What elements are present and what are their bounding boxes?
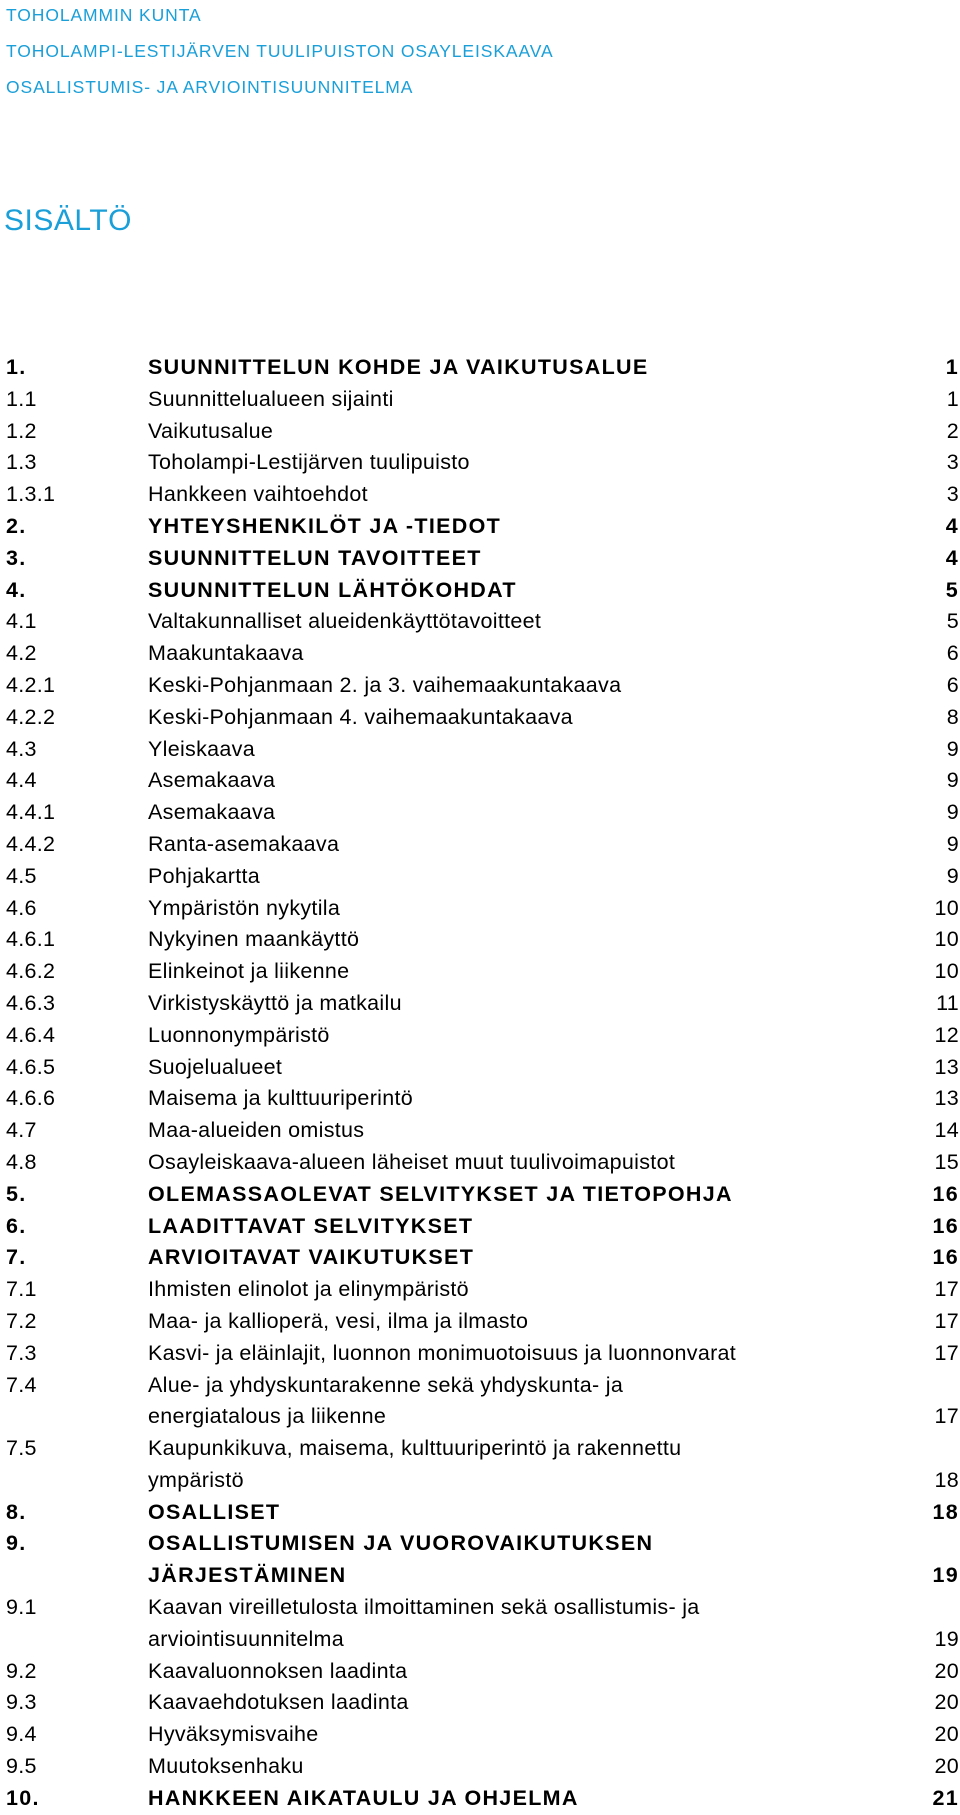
toc-entry[interactable] <box>6 1433 959 1497</box>
toc-entry-number: 3. <box>6 545 27 570</box>
toc-entry[interactable] <box>6 1592 959 1656</box>
toc-entry[interactable] <box>6 1020 959 1052</box>
toc-entry-page-number: 17 <box>934 1340 959 1365</box>
toc-entry-title: Ranta-asemakaava <box>148 831 340 856</box>
toc-entry-page-number: 19 <box>932 1563 959 1588</box>
toc-entry-page-number: 16 <box>932 1245 959 1270</box>
toc-entry-title: ARVIOITAVAT VAIKUTUKSET <box>148 1245 475 1270</box>
toc-entry-number: 2. <box>6 513 27 538</box>
toc-entry-page-number: 11 <box>936 990 959 1015</box>
toc-entry-title: SUUNNITTELUN KOHDE JA VAIKUTUSALUE <box>148 355 649 379</box>
toc-entry[interactable] <box>6 670 959 702</box>
toc-entry-page-number: 15 <box>934 1149 959 1174</box>
toc-entry-page-number: 5 <box>946 609 959 634</box>
toc-entry[interactable] <box>6 1783 959 1815</box>
toc-entry-page-number: 10 <box>934 895 959 920</box>
toc-entry-title: Osayleiskaava-alueen läheiset muut tuulivoimapuistot <box>148 1149 676 1174</box>
toc-entry-number: 9.3 <box>6 1690 37 1715</box>
document-header <box>6 0 554 108</box>
toc-entry-title: Kaavan vireilletulosta ilmoittaminen sekä osallistumis- ja arviointisuunnitelma <box>148 1595 700 1651</box>
toc-entry[interactable] <box>6 797 959 829</box>
toc-entry-title: Keski-Pohjanmaan 4. vaihemaakuntakaava <box>148 704 573 729</box>
toc-entry-number: 1.2 <box>6 418 37 443</box>
toc-entry-number: 9.2 <box>6 1658 37 1683</box>
toc-entry-title: Maa- ja kallioperä, vesi, ilma ja ilmasto <box>148 1308 529 1333</box>
toc-entry-page-number: 8 <box>946 704 959 729</box>
toc-entry-title: Virkistyskäyttö ja matkailu <box>148 990 402 1015</box>
toc-entry-number: 1.1 <box>6 386 37 411</box>
toc-entry[interactable] <box>6 1147 959 1179</box>
toc-entry-number: 8. <box>6 1499 27 1524</box>
toc-entry-title: Ympäristön nykytila <box>148 895 341 920</box>
toc-entry-title: Hankkeen vaihtoehdot <box>148 482 368 507</box>
toc-entry-number: 4.4.2 <box>6 831 56 856</box>
toc-entry-number: 1.3.1 <box>6 482 56 507</box>
document-type: OSALLISTUMIS- JA ARVIOINTISUUNNITELMA <box>6 77 414 97</box>
toc-entry-title: Maakuntakaava <box>148 641 304 666</box>
toc-entry-number: 7.3 <box>6 1340 37 1365</box>
toc-entry-page-number: 17 <box>934 1404 959 1429</box>
toc-entry-page-number: 10 <box>934 959 959 984</box>
toc-entry-page-number: 19 <box>934 1626 959 1651</box>
toc-entry-number: 5. <box>6 1181 27 1206</box>
toc-entry-title: Suunnittelualueen sijainti <box>148 386 394 411</box>
toc-entry[interactable] <box>6 447 959 479</box>
toc-entry-number: 4.6.3 <box>6 990 56 1015</box>
toc-entry-number: 9. <box>6 1531 27 1556</box>
toc-entry-number: 4.6.6 <box>6 1086 56 1111</box>
toc-entry[interactable] <box>6 1211 959 1243</box>
toc-entry-title: Hyväksymisvaihe <box>148 1722 319 1747</box>
toc-entry-title: Alue- ja yhdyskuntarakenne sekä yhdyskunta- ja energiatalous ja liikenne <box>148 1372 624 1429</box>
toc-entry-title: Keski-Pohjanmaan 2. ja 3. vaihemaakuntakaava <box>148 672 622 697</box>
toc-entry-page-number: 6 <box>946 641 959 666</box>
toc-entry[interactable] <box>6 1656 959 1688</box>
toc-entry-title: Luonnonympäristö <box>148 1022 330 1047</box>
toc-entry-page-number: 3 <box>946 450 959 475</box>
toc-entry-title: SUUNNITTELUN LÄHTÖKOHDAT <box>148 577 517 602</box>
toc-entry-number: 9.5 <box>6 1754 37 1779</box>
toc-entry[interactable] <box>6 956 959 988</box>
toc-entry-title: Yleiskaava <box>148 736 255 761</box>
toc-entry[interactable] <box>6 988 959 1020</box>
toc-entry-page-number: 20 <box>934 1722 959 1747</box>
plan-name: TOHOLAMPI-LESTIJÄRVEN TUULIPUISTON OSAYLEISKAAVA <box>6 41 554 61</box>
toc-entry-page-number: 9 <box>946 736 959 761</box>
toc-entry-page-number: 9 <box>946 768 959 793</box>
table-of-contents <box>6 352 959 1815</box>
toc-entry[interactable] <box>6 416 959 448</box>
toc-entry-page-number: 16 <box>932 1213 959 1238</box>
toc-entry[interactable] <box>6 1751 959 1783</box>
toc-entry[interactable] <box>6 1115 959 1147</box>
toc-entry-page-number: 17 <box>934 1277 959 1302</box>
toc-entry[interactable] <box>6 1370 959 1434</box>
toc-entry-title: Vaikutusalue <box>148 418 274 443</box>
toc-entry[interactable] <box>6 702 959 734</box>
toc-entry-number: 4.7 <box>6 1118 37 1143</box>
toc-entry-page-number: 16 <box>932 1181 959 1206</box>
toc-entry[interactable] <box>6 543 959 575</box>
toc-entry-page-number: 21 <box>932 1785 959 1810</box>
contents-heading: SISÄLTÖ <box>4 204 132 237</box>
toc-entry-page-number: 20 <box>934 1658 959 1683</box>
toc-entry-title: OSALLISTUMISEN JA VUOROVAIKUTUKSEN JÄRJESTÄMINEN <box>148 1531 654 1588</box>
toc-entry-number: 4.6.1 <box>6 927 56 952</box>
toc-entry[interactable] <box>6 384 959 416</box>
toc-entry[interactable] <box>6 1274 959 1306</box>
toc-entry-number: 4.3 <box>6 736 37 761</box>
toc-entry[interactable] <box>6 1497 959 1529</box>
toc-entry-title: OLEMASSAOLEVAT SELVITYKSET JA TIETOPOHJA <box>148 1181 733 1206</box>
toc-entry-page-number: 14 <box>934 1118 959 1143</box>
toc-entry-number: 4.2 <box>6 641 37 666</box>
toc-entry-number: 4.6 <box>6 895 37 920</box>
toc-entry-title: Maa-alueiden omistus <box>148 1118 365 1143</box>
toc-entry-page-number: 3 <box>946 482 959 507</box>
toc-entry-title: Pohjakartta <box>148 863 261 888</box>
toc-entry[interactable] <box>6 511 959 543</box>
toc-entry[interactable] <box>6 1242 959 1274</box>
toc-entry-number: 10. <box>6 1785 40 1810</box>
toc-entry[interactable] <box>6 893 959 925</box>
toc-entry[interactable] <box>6 575 959 607</box>
toc-entry-number: 4.6.5 <box>6 1054 56 1079</box>
toc-entry[interactable] <box>6 1179 959 1211</box>
toc-entry-title: HANKKEEN AIKATAULU JA OHJELMA <box>148 1785 579 1810</box>
toc-entry-page-number: 18 <box>934 1467 959 1492</box>
toc-entry-title: Asemakaava <box>148 800 276 825</box>
toc-entry[interactable] <box>6 352 959 384</box>
toc-entry-page-number: 9 <box>946 863 959 888</box>
toc-entry-page-number: 13 <box>934 1054 959 1079</box>
toc-entry-page-number: 12 <box>934 1022 959 1047</box>
toc-entry-title: Muutoksenhaku <box>148 1754 304 1779</box>
toc-entry[interactable] <box>6 1687 959 1719</box>
toc-entry-number: 6. <box>6 1213 27 1238</box>
toc-entry-page-number: 4 <box>945 513 959 538</box>
municipality-name: TOHOLAMMIN KUNTA <box>6 5 202 25</box>
toc-entry-page-number: 20 <box>934 1690 959 1715</box>
toc-entry-title: Nykyinen maankäyttö <box>148 927 360 952</box>
toc-entry[interactable] <box>6 1528 959 1592</box>
toc-entry-number: 7.1 <box>6 1277 37 1302</box>
toc-entry-title: Kaavaluonnoksen laadinta <box>148 1658 408 1683</box>
toc-entry[interactable] <box>6 638 959 670</box>
toc-entry-number: 4. <box>6 577 27 602</box>
toc-entry-page-number: 13 <box>934 1086 959 1111</box>
toc-entry-page-number: 9 <box>946 800 959 825</box>
toc-entry[interactable] <box>6 1338 959 1370</box>
toc-entry[interactable] <box>6 924 959 956</box>
toc-entry[interactable] <box>6 606 959 638</box>
toc-entry-title: Asemakaava <box>148 768 276 793</box>
toc-entry-number: 1. <box>6 355 27 379</box>
toc-entry-page-number: 20 <box>934 1754 959 1779</box>
toc-entry-number: 1.3 <box>6 450 37 475</box>
toc-entry-number: 4.2.1 <box>6 672 56 697</box>
toc-entry-page-number: 1 <box>945 355 959 379</box>
toc-entry-number: 9.4 <box>6 1722 37 1747</box>
toc-entry[interactable] <box>6 1052 959 1084</box>
toc-entry-title: Toholampi-Lestijärven tuulipuisto <box>148 450 470 475</box>
toc-entry-title: OSALLISET <box>148 1499 281 1524</box>
toc-entry-number: 9.1 <box>6 1595 37 1620</box>
toc-entry[interactable] <box>6 734 959 766</box>
toc-entry-page-number: 4 <box>945 545 959 570</box>
toc-entry-title: Elinkeinot ja liikenne <box>148 959 350 984</box>
toc-entry-number: 7.4 <box>6 1372 37 1397</box>
toc-entry-title: Maisema ja kulttuuriperintö <box>148 1086 414 1111</box>
toc-entry-title: YHTEYSHENKILÖT JA -TIEDOT <box>148 513 502 538</box>
toc-entry-number: 4.4.1 <box>6 800 56 825</box>
toc-entry[interactable] <box>6 1083 959 1115</box>
toc-entry-page-number: 17 <box>934 1308 959 1333</box>
toc-entry[interactable] <box>6 829 959 861</box>
toc-entry-number: 4.2.2 <box>6 704 56 729</box>
toc-entry-title: Ihmisten elinolot ja elinympäristö <box>148 1277 469 1302</box>
toc-entry-number: 7. <box>6 1245 27 1270</box>
toc-entry-page-number: 9 <box>946 831 959 856</box>
toc-entry-title: Kasvi- ja eläinlajit, luonnon monimuotoisuus ja luonnonvarat <box>148 1340 737 1365</box>
toc-entry-number: 4.6.4 <box>6 1022 56 1047</box>
toc-entry-title: Kaavaehdotuksen laadinta <box>148 1690 409 1715</box>
toc-entry-number: 4.1 <box>6 609 37 634</box>
toc-entry-page-number: 2 <box>946 418 959 443</box>
toc-entry-number: 4.5 <box>6 863 37 888</box>
toc-entry-page-number: 10 <box>934 927 959 952</box>
toc-entry-title: Suojelualueet <box>148 1054 283 1079</box>
toc-entry[interactable] <box>6 479 959 511</box>
toc-entry-page-number: 6 <box>946 672 959 697</box>
toc-entry-title: LAADITTAVAT SELVITYKSET <box>148 1213 474 1238</box>
toc-entry-number: 7.5 <box>6 1436 37 1461</box>
toc-entry-number: 4.8 <box>6 1149 37 1174</box>
toc-entry-title: SUUNNITTELUN TAVOITTEET <box>148 545 482 570</box>
toc-entry-number: 7.2 <box>6 1308 37 1333</box>
toc-entry[interactable] <box>6 1306 959 1338</box>
toc-entry-page-number: 1 <box>946 386 959 411</box>
toc-entry-title: Kaupunkikuva, maisema, kulttuuriperintö ja rakennettu ympäristö <box>148 1436 682 1492</box>
toc-entry[interactable] <box>6 765 959 797</box>
toc-entry[interactable] <box>6 1719 959 1751</box>
toc-entry-page-number: 18 <box>932 1499 959 1524</box>
toc-entry-number: 4.6.2 <box>6 959 56 984</box>
toc-entry-title: Valtakunnalliset alueidenkäyttötavoitteet <box>148 609 542 634</box>
toc-entry[interactable] <box>6 861 959 893</box>
toc-entry-page-number: 5 <box>945 577 959 602</box>
toc-entry-number: 4.4 <box>6 768 37 793</box>
